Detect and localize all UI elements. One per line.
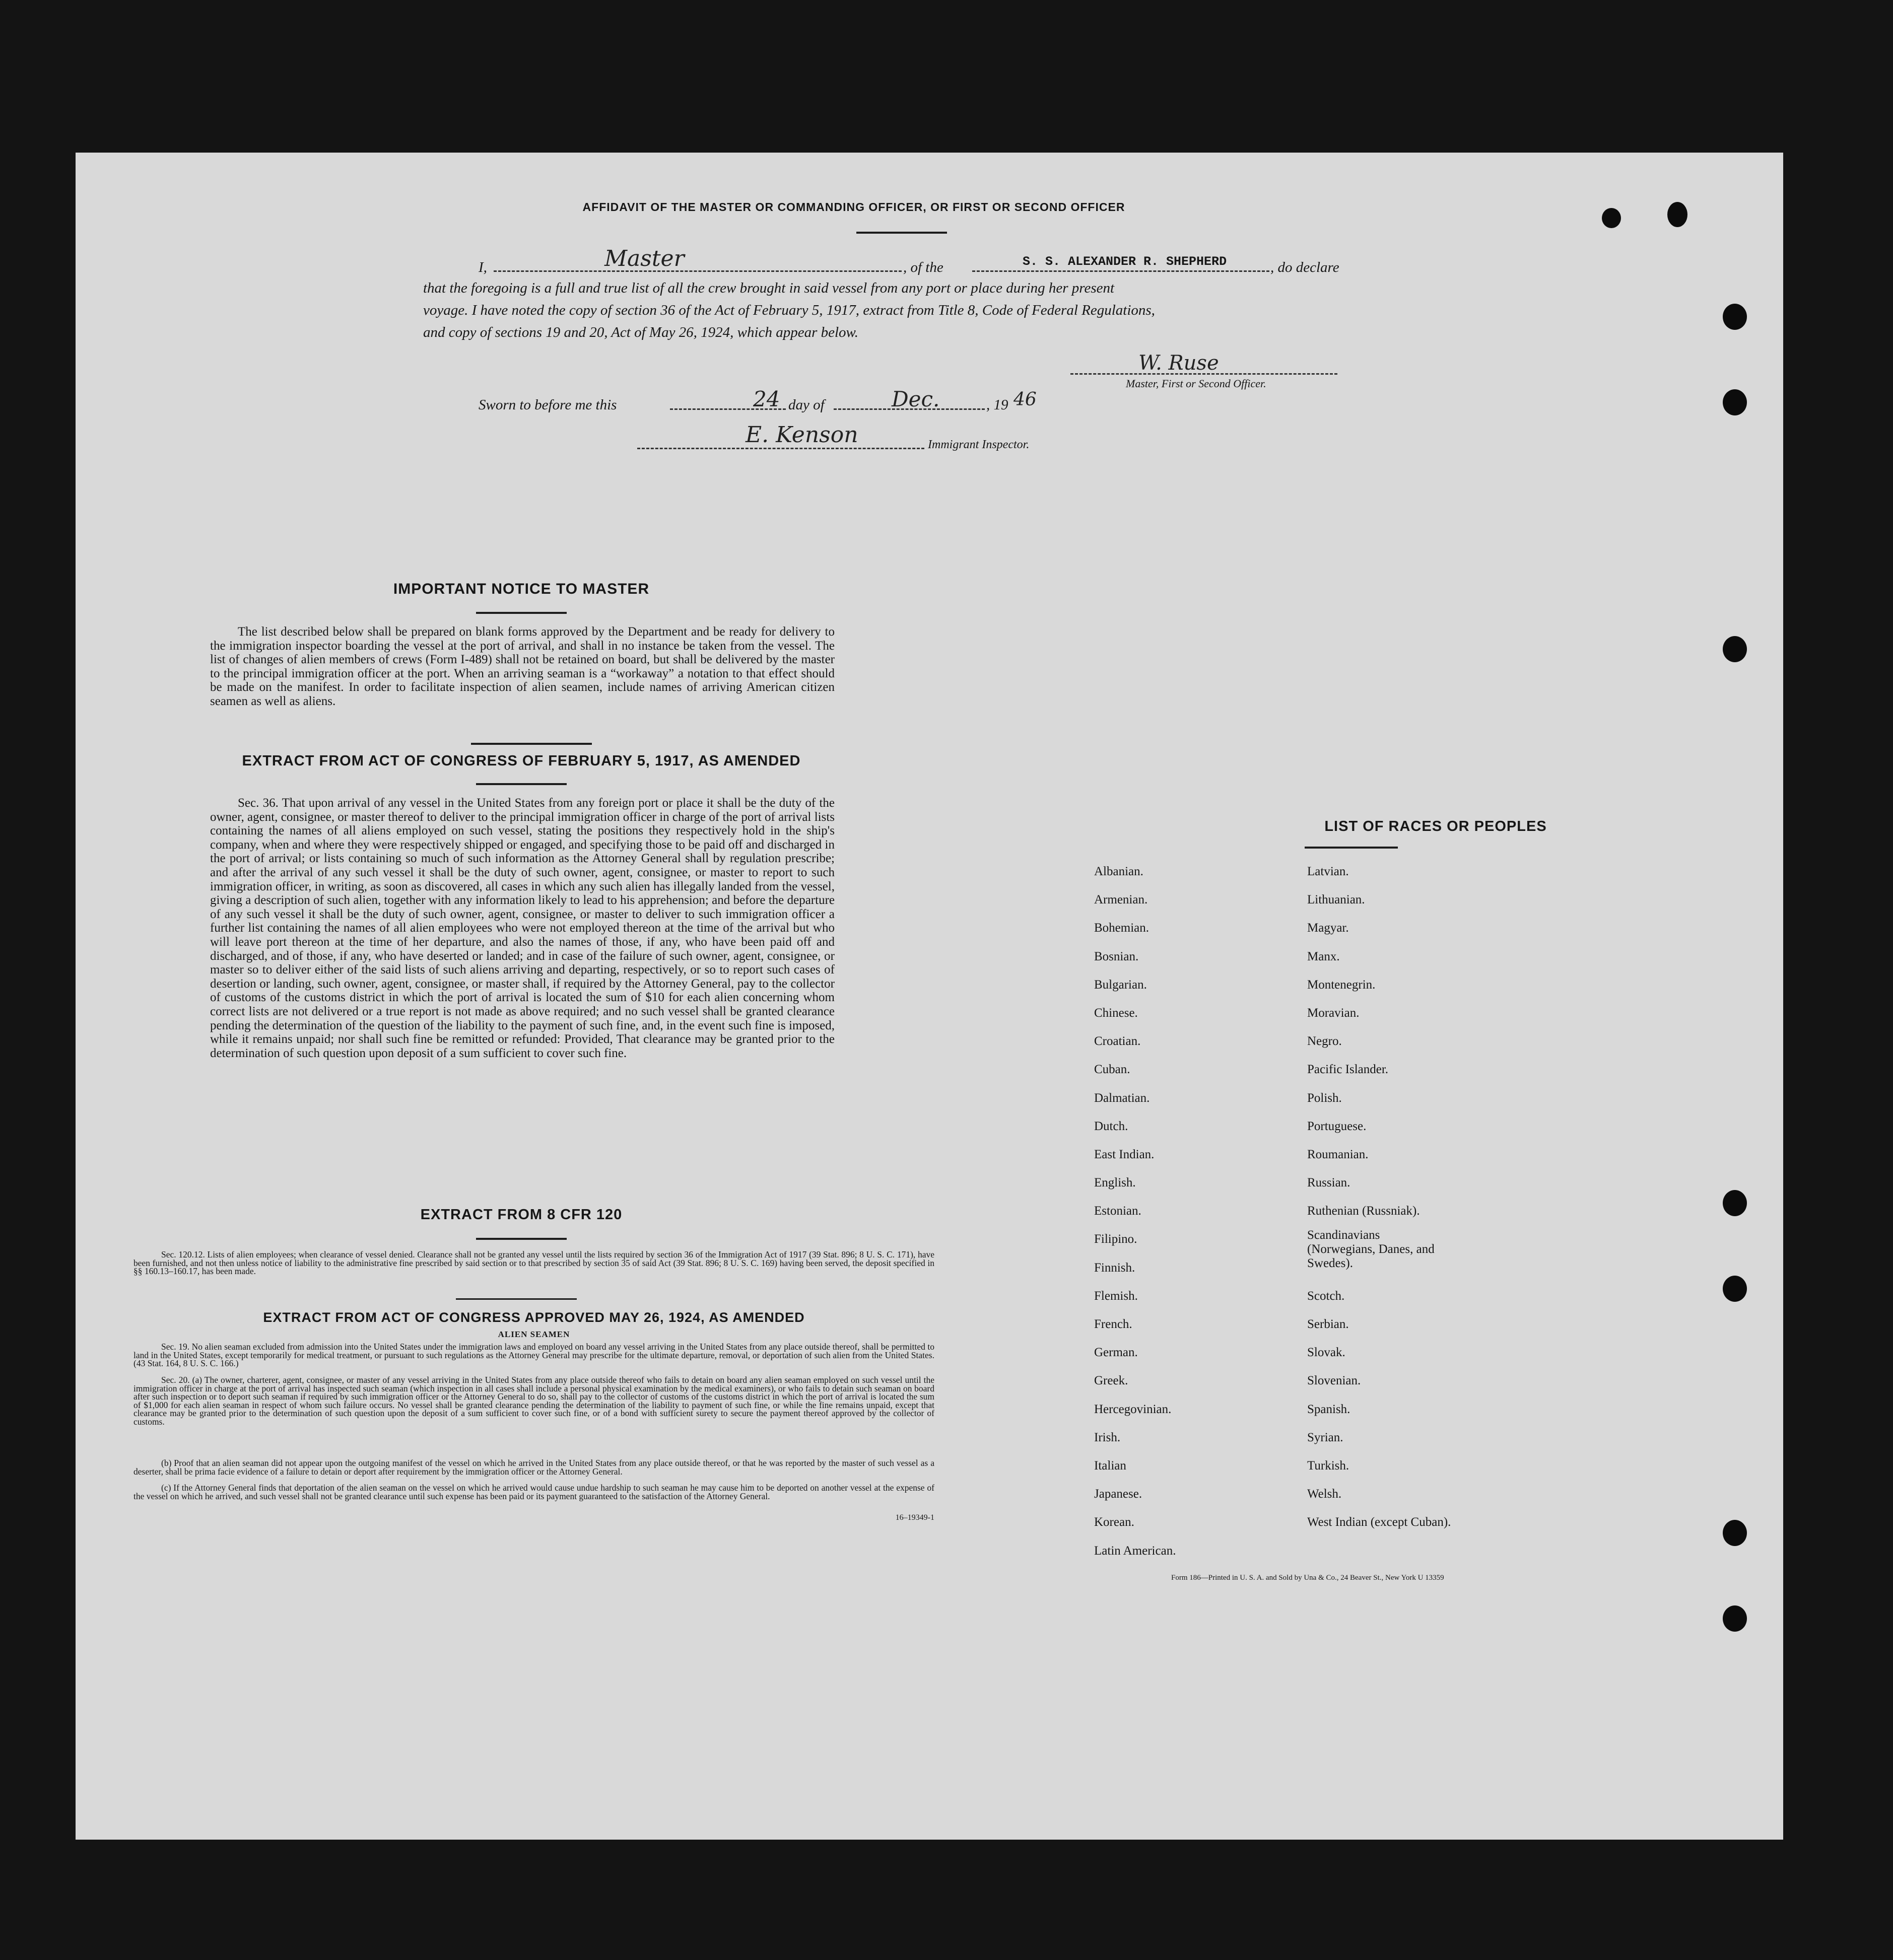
master-signature-line bbox=[1070, 373, 1337, 375]
notice-title: IMPORTANT NOTICE TO MASTER bbox=[393, 581, 650, 597]
punch-hole-5 bbox=[1723, 1276, 1747, 1302]
race-item: Welsh. bbox=[1307, 1487, 1342, 1501]
punch-hole-3 bbox=[1723, 636, 1747, 662]
punch-hole-1 bbox=[1723, 304, 1747, 330]
affidavit-line-4: and copy of sections 19 and 20, Act of May 26, 1924, which appear below. bbox=[423, 324, 858, 340]
vessel-name: S. S. ALEXANDER R. SHEPHERD bbox=[1023, 254, 1227, 269]
race-item: French. bbox=[1094, 1317, 1132, 1331]
printer-footer: Form 186—Printed in U. S. A. and Sold by Una & Co., 24 Beaver St., New York U 13359 bbox=[1171, 1574, 1444, 1582]
day-handwritten: 24 bbox=[753, 387, 780, 411]
form-number: 16–19349-1 bbox=[895, 1513, 934, 1522]
cfr-body: Sec. 120.12. Lists of alien employees; when clearance of vessel denied. Clearance shall not be granted any vessel until the lists required by section 36 of the Immigration Act of 1917 (39 Stat. 896; 8 U. S. C. 171), have been furnished, and not then unless notice of liability to the administrative fine prescribed by said section or to that prescribed by section 35 of said Act (39 Stat. 896; 8 U. S. C. 169) having been served, the deposit specified in §§ 160.13–160.17, has been made. bbox=[133, 1249, 934, 1276]
master-name-handwritten: Master bbox=[604, 246, 685, 271]
sec20b-body: (b) Proof that an alien seaman did not appear upon the outgoing manifest of the vessel on which he arrived in the United States from any place outside thereof, or that he was reported by the master of such vessel as a deserter, shall be prima facie evidence of a failure to detain or deport after requirement by the immigration officer or the Attorney General. bbox=[133, 1458, 934, 1477]
race-item: German. bbox=[1094, 1346, 1138, 1360]
race-item: Scotch. bbox=[1307, 1289, 1345, 1303]
race-item: Montenegrin. bbox=[1307, 977, 1376, 992]
race-item: Ruthenian (Russniak). bbox=[1307, 1204, 1420, 1218]
race-item: Croatian. bbox=[1094, 1034, 1141, 1048]
race-item: Bohemian. bbox=[1094, 921, 1150, 935]
race-item: Moravian. bbox=[1307, 1006, 1360, 1020]
race-item: Negro. bbox=[1307, 1034, 1342, 1048]
extract1917-rule bbox=[476, 783, 567, 785]
extract1917-body: Sec. 36. That upon arrival of any vessel in the United States from any foreign port or place it shall be the duty of the owner, agent, consignee, or master thereof to deliver to the principal immigration officer in charge of the port of arrival lists containing the names of all aliens employed on such vessel, stating the positions they respectively hold in the ship's company, when and where they were respectively shipped or engaged, and specifying those to be paid off and discharged in the port of arrival; or lists containing so much of such information as the Attorney General shall by regulation prescribe; and after the arrival of any such vessel it shall be the duty of such owner, agent, consignee, or master to report to such immigration officer, in writing, as soon as discovered, all cases in which any such alien has illegally landed from the vessel, giving a description of such alien, together with any information likely to lead to his apprehension; and before the departure of any such vessel it shall be the duty of such owner, agent, consignee, or master to deliver to such immigration officer a further list containing the names of all alien employees who were not employed thereon at the time of the arrival but who will leave port thereon at the time of her departure, and also the names of those, if any, who have been paid off and discharged, and of those, if any, who have deserted or landed; and in case of the failure of such owner, agent, consignee, or master so to deliver either of the said lists of such aliens arriving and departing, respectively, or so to report such cases of desertion or landing, such owner, agent, consignee, or master shall, if required by the Attorney General, pay to the collector of customs of the customs district in which the port of arrival is located the sum of $10 for each alien concerning whom correct lists are not delivered or a true report is not made as above required; and no such vessel shall be granted clearance pending the determination of the question of the liability to the payment of such fine, and, in the event such fine is imposed, while it remains unpaid; nor shall such fine be remitted or refunded: Provided, That clearance may be granted prior to the determination of such question upon deposit of a sum sufficient to cover such fine. bbox=[210, 796, 835, 1060]
race-item: Latvian. bbox=[1307, 865, 1349, 878]
race-item: Lithuanian. bbox=[1307, 893, 1365, 907]
race-item: Cuban. bbox=[1094, 1063, 1130, 1077]
race-item: Slovak. bbox=[1307, 1346, 1345, 1360]
race-item: Spanish. bbox=[1307, 1402, 1350, 1416]
race-item: Finnish. bbox=[1094, 1261, 1135, 1275]
cfr-rule bbox=[476, 1238, 567, 1240]
day-of-label: day of bbox=[788, 397, 825, 413]
races-rule bbox=[1305, 847, 1398, 849]
affidavit-line-3: voyage. I have noted the copy of section 36 of the Act of February 5, 1917, extract from Title 8, Code of Federal Regulations, bbox=[423, 302, 1155, 318]
year-prefix: , 19 bbox=[986, 397, 1008, 413]
race-item: Bulgarian. bbox=[1094, 977, 1147, 992]
master-caption: Master, First or Second Officer. bbox=[1126, 377, 1266, 390]
master-signature: W. Ruse bbox=[1138, 352, 1219, 375]
inspector-signature: E. Kenson bbox=[746, 422, 858, 448]
race-item: Turkish. bbox=[1307, 1458, 1349, 1473]
race-item: Greek. bbox=[1094, 1374, 1128, 1388]
races-right-column bbox=[1307, 858, 1451, 1537]
race-item: Bosnian. bbox=[1094, 949, 1139, 963]
title-rule bbox=[856, 232, 947, 234]
cfr-bottom-rule bbox=[456, 1298, 577, 1300]
sec20c-body: (c) If the Attorney General finds that deportation of the alien seaman on the vessel on which he arrived would cause undue hardship to such seaman he may cause him to be deported on another vessel at the expense of the vessel on which he arrived, and such vessel shall not be granted clearance until such expense has been paid or its payment guaranteed to the satisfaction of the Attorney General. bbox=[133, 1483, 934, 1501]
race-item: Hercegovinian. bbox=[1094, 1402, 1172, 1416]
race-item: Manx. bbox=[1307, 949, 1340, 963]
race-item: Flemish. bbox=[1094, 1289, 1138, 1303]
do-declare-label: , do declare bbox=[1270, 259, 1339, 275]
year-handwritten: 46 bbox=[1013, 389, 1037, 410]
of-the-label: , of the bbox=[903, 259, 943, 275]
race-item: Magyar. bbox=[1307, 921, 1349, 935]
extract1917-title: EXTRACT FROM ACT OF CONGRESS OF FEBRUARY 5, 1917, AS AMENDED bbox=[242, 753, 801, 769]
race-item: Armenian. bbox=[1094, 893, 1148, 907]
affidavit-line-2: that the foregoing is a full and true list of all the crew brought in said vessel from any port or place during her present bbox=[423, 280, 1115, 296]
punch-hole-2 bbox=[1723, 389, 1747, 415]
races-left-column bbox=[1094, 858, 1176, 1565]
race-item: Syrian. bbox=[1307, 1430, 1343, 1444]
sec19-body: Sec. 19. No alien seaman excluded from admission into the United States under the immigration laws and employed on board any vessel arriving in the United States from any place outside thereof, shall be permitted to land in the United States, except temporarily for medical treatment, or pursuant to such regulations as the Attorney General may prescribe for the ultimate departure, removal, or deportation of such alien from the United States. (43 Stat. 164, 8 U. S. C. 166.) bbox=[133, 1342, 934, 1368]
cfr-title: EXTRACT FROM 8 CFR 120 bbox=[420, 1207, 623, 1223]
race-item: Filipino. bbox=[1094, 1232, 1137, 1246]
vessel-line bbox=[972, 270, 1269, 272]
race-item: Dutch. bbox=[1094, 1119, 1128, 1133]
sec20a-body: Sec. 20. (a) The owner, charterer, agent, consignee, or master of any vessel arriving in the United States from any place outside thereof who fails to detain on board any alien seaman employed on such vessel until the immigration officer in charge at the port of arrival has inspected such seaman (which inspection in all cases shall include a personal physical examination by the medical examiners), or who fails to detain such seaman on board after such inspection or to deport such seaman if required by such immigration officer or the Attorney General to do so, shall pay to the collector of customs of the customs district in which the port of arrival is located the sum of $1,000 for each alien seaman in respect of whom such failure occurs. No vessel shall be granted clearance pending the determination of the liability to payment of such fine, or while the fine remains unpaid, except that clearance may be granted prior to the determination of such question upon the deposit of a sum sufficient to cover such fine, or of a bond with sufficient surety to secure the payment thereof approved by the collector of customs. bbox=[133, 1375, 934, 1427]
race-item: Italian bbox=[1094, 1458, 1126, 1473]
inspector-caption: Immigrant Inspector. bbox=[928, 438, 1030, 451]
race-item: Russian. bbox=[1307, 1176, 1350, 1190]
document-page bbox=[76, 153, 1783, 1840]
punch-hole-7 bbox=[1723, 1605, 1747, 1632]
alien-seamen-subtitle: ALIEN SEAMEN bbox=[498, 1329, 570, 1339]
race-item: Polish. bbox=[1307, 1091, 1342, 1105]
sworn-label: Sworn to before me this bbox=[479, 397, 617, 413]
notice-body: The list described below shall be prepared on blank forms approved by the Department and be ready for delivery to the immigration inspector boarding the vessel at the port of arrival, and shall in no instance be taken from the vessel. The list of changes of alien members of crews (Form I-489) shall not be retained on board, but shall be delivered by the master to the principal immigration officer at the port. When an arriving seaman is a “workaway” a notation to that effect should be made on the manifest. In order to facilitate inspection of alien seamen, include names of arriving American citizen seamen as well as aliens. bbox=[210, 625, 835, 708]
month-handwritten: Dec. bbox=[892, 387, 940, 411]
races-title: LIST OF RACES OR PEOPLES bbox=[1324, 818, 1547, 834]
race-item: Korean. bbox=[1094, 1515, 1134, 1529]
notice-rule bbox=[476, 612, 567, 614]
race-item: Japanese. bbox=[1094, 1487, 1142, 1501]
race-item: Slovenian. bbox=[1307, 1374, 1361, 1388]
race-item: Latin American. bbox=[1094, 1544, 1176, 1558]
race-item: Irish. bbox=[1094, 1430, 1121, 1444]
extract1924-title: EXTRACT FROM ACT OF CONGRESS APPROVED MAY 26, 1924, AS AMENDED bbox=[263, 1310, 805, 1325]
race-item: Pacific Islander. bbox=[1307, 1063, 1389, 1077]
race-item: Roumanian. bbox=[1307, 1147, 1369, 1161]
race-item: English. bbox=[1094, 1176, 1136, 1190]
race-item: Chinese. bbox=[1094, 1006, 1138, 1020]
race-item: Estonian. bbox=[1094, 1204, 1141, 1218]
race-item: Portuguese. bbox=[1307, 1119, 1367, 1133]
name-line bbox=[494, 270, 902, 272]
race-item: West Indian (except Cuban). bbox=[1307, 1515, 1451, 1529]
race-item: East Indian. bbox=[1094, 1147, 1155, 1161]
inspector-line bbox=[637, 448, 924, 449]
race-item: Scandinavians (Norwegians, Danes, and Swedes). bbox=[1307, 1228, 1435, 1271]
race-item: Serbian. bbox=[1307, 1317, 1349, 1332]
affidavit-i-label: I, bbox=[479, 259, 487, 275]
affidavit-title: AFFIDAVIT OF THE MASTER OR COMMANDING OFFICER, OR FIRST OR SECOND OFFICER bbox=[582, 200, 1125, 214]
punch-hole-6 bbox=[1723, 1520, 1747, 1546]
race-item: Albanian. bbox=[1094, 865, 1143, 878]
race-item: Dalmatian. bbox=[1094, 1091, 1150, 1105]
extract1917-top-rule bbox=[471, 743, 592, 745]
punch-hole-top-right bbox=[1667, 202, 1687, 227]
punch-hole-4 bbox=[1723, 1190, 1747, 1216]
